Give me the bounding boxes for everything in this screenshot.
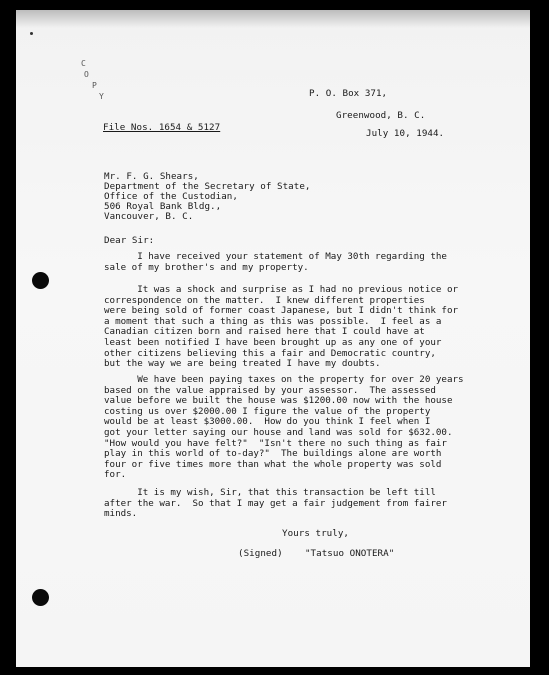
paragraph-line: based on the value appraised by your assessor. The assessed bbox=[104, 384, 436, 396]
recipient-office: Office of the Custodian, bbox=[104, 191, 238, 202]
letter-date: July 10, 1944. bbox=[366, 128, 445, 139]
sender-town: Greenwood, B. C. bbox=[336, 110, 426, 121]
closing: Yours truly, bbox=[282, 528, 349, 539]
paragraph-line: It is my wish, Sir, that this transaction be left till bbox=[104, 487, 436, 498]
paragraph-line: value before we built the house was $1200.00 now with the house bbox=[104, 395, 453, 407]
paragraph-line: play in this world of to-day?" The buildings alone are worth bbox=[104, 448, 442, 460]
paragraph-line: We have been paying taxes on the property for over 20 years bbox=[104, 374, 464, 385]
signature: (Signed) "Tatsuo ONOTERA" bbox=[238, 548, 395, 559]
paragraph-line: sale of my brother's and my property. bbox=[104, 261, 309, 273]
recipient-city: Vancouver, B. C. bbox=[104, 211, 194, 222]
paragraph-line: I have received your statement of May 30th regarding the bbox=[104, 251, 447, 262]
page-top-shadow bbox=[16, 10, 530, 28]
paragraph-line: but the way we are being treated I have my doubts. bbox=[104, 358, 381, 370]
punch-hole-bottom bbox=[32, 589, 49, 606]
paragraph-1 bbox=[104, 252, 447, 273]
paper-speck bbox=[30, 32, 33, 35]
paragraph-line: costing us over $2000.00 I figure the value of the property bbox=[104, 405, 431, 417]
file-number: File Nos. 1654 & 5127 bbox=[103, 122, 221, 133]
salutation: Dear Sir: bbox=[104, 235, 155, 246]
paragraph-4 bbox=[104, 488, 447, 520]
paragraph-line: for. bbox=[104, 469, 127, 481]
paragraph-line: after the war. So that I may get a fair judgement from fairer bbox=[104, 497, 447, 509]
copy-stamp-y: Y bbox=[99, 92, 104, 101]
paragraph-line: would be at least $3000.00. How do you think I feel when I bbox=[104, 416, 431, 428]
copy-stamp-p: P bbox=[92, 81, 97, 90]
punch-hole-top bbox=[32, 272, 49, 289]
copy-stamp-o: O bbox=[84, 70, 89, 79]
paragraph-line: correspondence on the matter. I knew different properties bbox=[104, 294, 425, 306]
paragraph-2 bbox=[104, 285, 458, 370]
paragraph-line: other citizens believing this a fair and Democratic country, bbox=[104, 347, 436, 359]
paragraph-line: Canadian citizen born and raised here that I could have at bbox=[104, 326, 425, 338]
paragraph-line: got your letter saying our house and land was sold for $632.00. bbox=[104, 426, 453, 438]
paragraph-line: minds. bbox=[104, 508, 138, 520]
sender-po-box: P. O. Box 371, bbox=[309, 88, 388, 99]
paragraph-3 bbox=[104, 375, 464, 481]
paragraph-line: were being sold of former coast Japanese, but I didn't think for bbox=[104, 305, 459, 317]
recipient-name: Mr. F. G. Shears, bbox=[104, 171, 199, 182]
letter-page bbox=[16, 10, 530, 667]
recipient-department: Department of the Secretary of State, bbox=[104, 181, 311, 192]
paragraph-line: "How would you have felt?" "Isn't there no such thing as fair bbox=[104, 437, 447, 449]
paragraph-line: four or five times more than what the whole property was sold bbox=[104, 458, 442, 470]
paragraph-line: It was a shock and surprise as I had no previous notice or bbox=[104, 284, 459, 295]
paragraph-line: least been notified I have been brought up as any one of your bbox=[104, 336, 442, 348]
paragraph-line: a moment that such a thing as this was possible. I feel as a bbox=[104, 315, 442, 327]
copy-stamp-c: C bbox=[81, 59, 86, 68]
recipient-street: 506 Royal Bank Bldg., bbox=[104, 201, 222, 212]
